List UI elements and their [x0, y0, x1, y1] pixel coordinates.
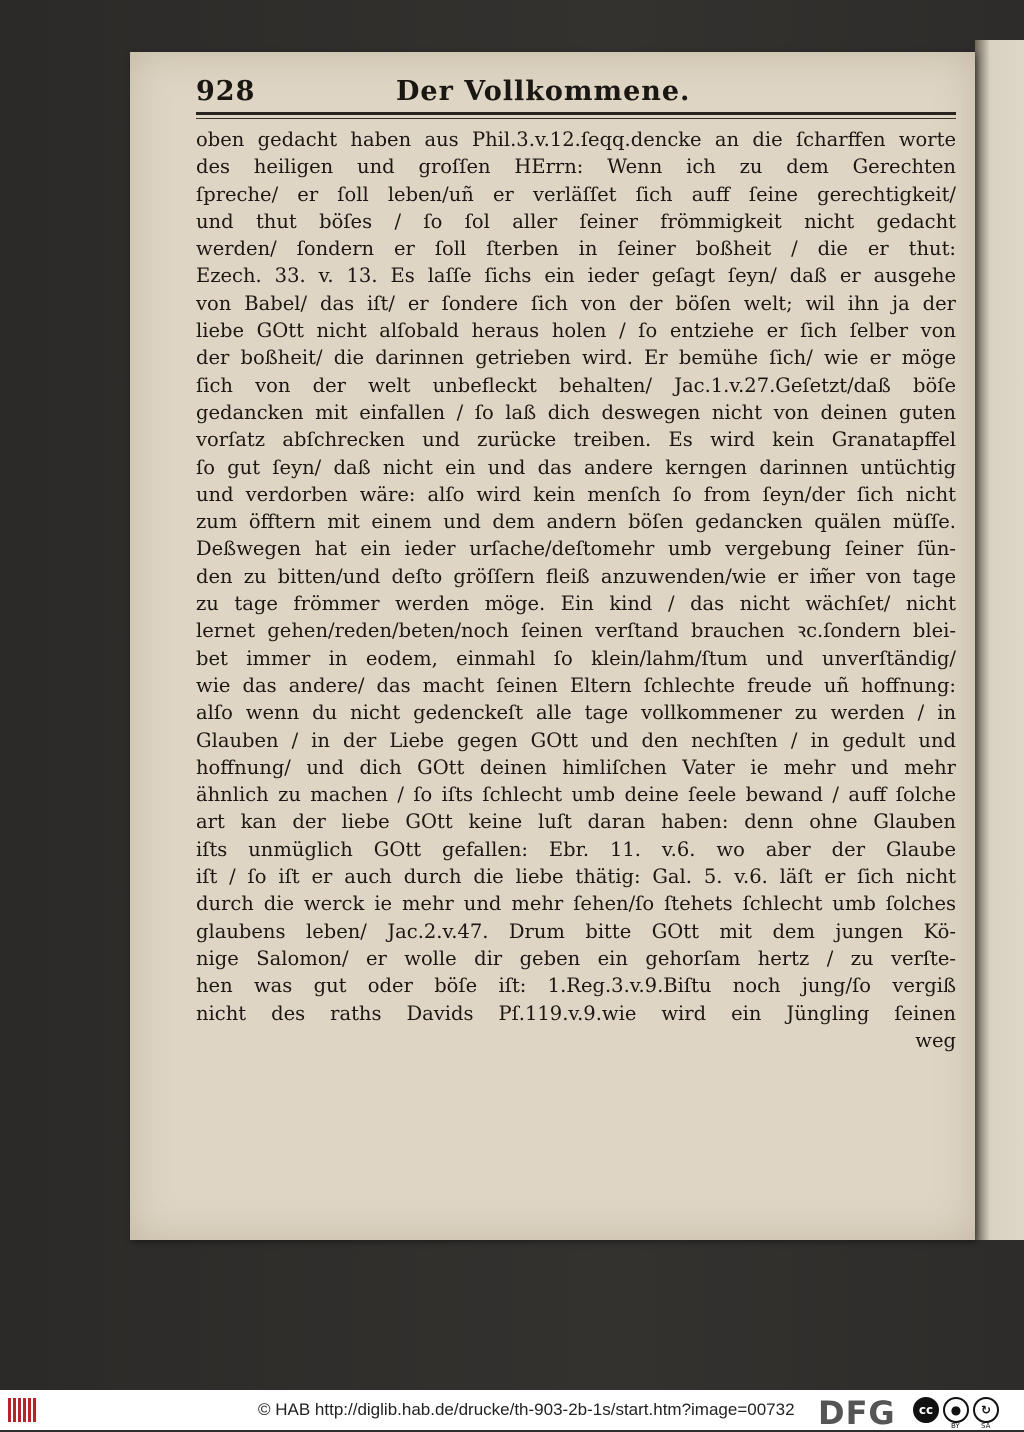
- text-line: ſich von der welt unbefleckt behalten/ Jac.1.v.27.Geſetzt/daß böſe: [196, 373, 956, 397]
- catchword: weg: [915, 1028, 956, 1052]
- text-line: der boßheit/ die darinnen getrieben wird. Er bemühe ſich/ wie er möge: [196, 346, 956, 370]
- running-title: Der Vollkommene.: [396, 76, 691, 107]
- body-text: [196, 126, 956, 1054]
- text-line: des heiligen und groſſen HErrn: Wenn ich zu dem Gerechten: [196, 155, 956, 179]
- text-line: nicht des raths Davids Pſ.119.v.9.wie wird ein Jüngling ſeinen: [196, 1001, 956, 1025]
- text-line: und verdorben wäre: alſo wird kein menſch ſo from ſeyn/der ſich nicht: [196, 482, 956, 506]
- text-line: zu tage frömmer werden möge. Ein kind / das nicht wächſet/ nicht: [196, 592, 956, 616]
- text-line: glaubens leben/ Jac.2.v.47. Drum bitte GOtt mit dem jungen Kö-: [196, 919, 956, 943]
- cc-license-badge[interactable]: [913, 1395, 1013, 1430]
- text-line: iſts unmüglich GOtt gefallen: Ebr. 11. v.6. wo aber der Glaube: [196, 837, 956, 861]
- cc-sa-label: SA: [981, 1422, 991, 1430]
- text-line: Glauben / in der Liebe gegen GOtt und den nechſten / in gedult und: [196, 728, 956, 752]
- text-line: vorſatz abſchrecken und zurücke treiben. Es wird kein Granatapffel: [196, 428, 956, 452]
- text-line: iſt / ſo iſt er auch durch die liebe thätig: Gal. 5. v.6. läſt er ſich nicht: [196, 865, 956, 889]
- text-line: ſpreche/ er ſoll leben/uñ er verläſſet ſich auff ſeine gerechtigkeit/: [196, 182, 956, 206]
- copyright-link[interactable]: © HAB http://diglib.hab.de/drucke/th-903-2b-1s/start.htm?image=00732: [258, 1400, 795, 1419]
- text-line: alſo wenn du nicht gedenckeſt alle tage vollkommener zu werden / in: [196, 701, 956, 725]
- text-line: gedancken mit einfallen / ſo laß dich deswegen nicht von deinen guten: [196, 400, 956, 424]
- text-line: Deßwegen hat ein ieder urſache/deſtomehr umb vergebung ſeiner ſün-: [196, 537, 956, 561]
- text-line: hen was gut oder böſe iſt: 1.Reg.3.v.9.Biſtu noch jung/ſo vergiß: [196, 974, 956, 998]
- share-alike-icon: ↻: [973, 1397, 999, 1423]
- text-line: Ezech. 33. v. 13. Es laſſe ſichs ein ieder geſagt ſeyn/ daß er ausgehe: [196, 264, 956, 288]
- text-line: ähnlich zu machen / ſo iſts ſchlecht umb deine ſeele bewand / auff ſolche: [196, 783, 956, 807]
- text-line: lernet gehen/reden/beten/noch ſeinen verſtand brauchen ꝛc.ſondern blei-: [196, 619, 956, 643]
- text-line: ſo gut ſeyn/ daß nicht ein und das andere kerngen darinnen untüchtig: [196, 455, 956, 479]
- text-line: zum öfftern mit einem und dem andern böſen gedancken quälen müſſe.: [196, 510, 956, 534]
- text-line: und thut böſes / ſo ſol aller ſeiner frömmigkeit nicht gedacht: [196, 209, 956, 233]
- adjacent-page-ghost-text: [987, 40, 1024, 1240]
- text-line: art kan der liebe GOtt keine luſt daran haben: denn ohne Glauben: [196, 810, 956, 834]
- text-line: oben gedacht haben aus Phil.3.v.12.ſeqq.dencke an die ſcharffen worte: [196, 128, 956, 151]
- viewer-footer: [0, 1390, 1024, 1430]
- header-rule-thin: [196, 118, 956, 119]
- text-line: den zu bitten/und deſto gröſſern fleiß anzuwenden/wie er im̃er von tage: [196, 564, 956, 588]
- page-number: 928: [196, 76, 256, 107]
- text-line: liebe GOtt nicht alſobald heraus holen / ſo entziehe er ſich ſelber von: [196, 319, 956, 343]
- by-attribution-icon: ●: [943, 1397, 969, 1423]
- dfg-logo: DFG: [818, 1394, 896, 1432]
- text-line: nige Salomon/ er wolle dir geben ein gehorſam hertz / zu verſte-: [196, 946, 956, 970]
- header-rule: [196, 112, 956, 115]
- text-line: hoffnung/ und dich GOtt deinen himliſchen Vater ie mehr und mehr: [196, 755, 956, 779]
- cc-icon: cc: [913, 1397, 939, 1423]
- text-line: wie das andere/ das macht ſeinen Eltern ſchlechte freude uñ hoffnung:: [196, 673, 956, 697]
- text-line: durch die werck ie mehr und mehr ſehen/ſo ſtehets ſchlecht umb ſolches: [196, 892, 956, 916]
- text-line: werden/ ſondern er ſoll ſterben in ſeiner boßheit / die er thut:: [196, 237, 956, 261]
- adjacent-page-edge: [975, 40, 1024, 1240]
- hab-logo-icon: [8, 1398, 36, 1422]
- text-line: von Babel/ das iſt/ er ſondere ſich von der böſen welt; wil ihn ja der: [196, 291, 956, 315]
- text-line: bet immer in eodem, einmahl ſo klein/lahm/ſtum und unverſtändig/: [196, 646, 956, 670]
- page-header: [196, 76, 954, 116]
- cc-by-label: BY: [951, 1422, 960, 1430]
